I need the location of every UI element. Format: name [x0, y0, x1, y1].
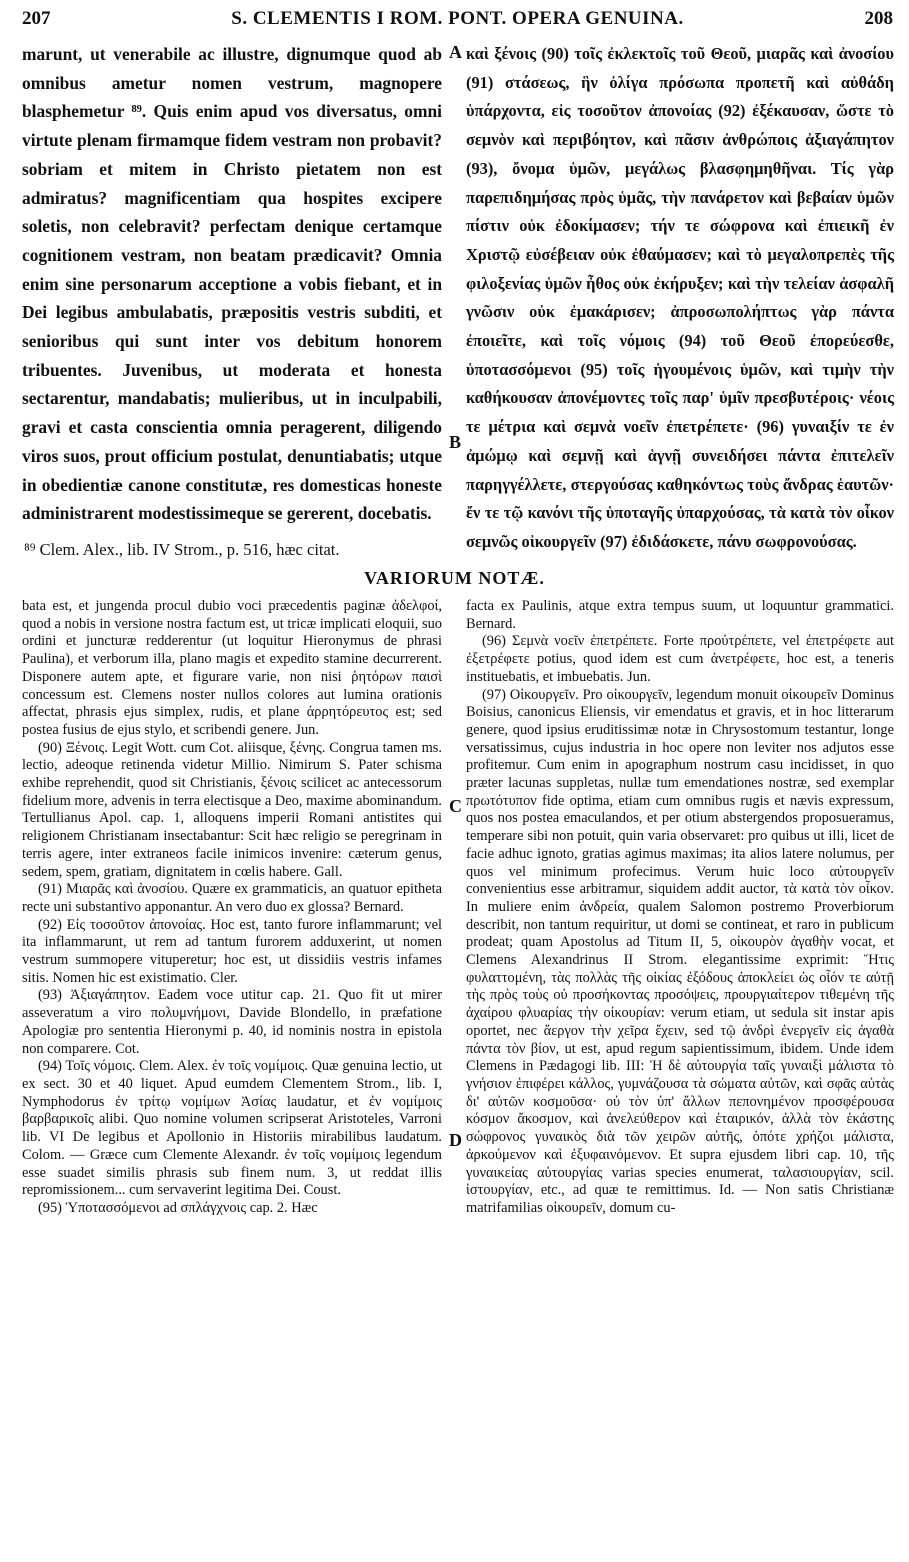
running-header: [22, 6, 893, 36]
greek-text-column: [466, 40, 894, 557]
greek-paragraph: καὶ ξένοις (90) τοῖς ἐκλεκτοῖς τοῦ Θεοῦ, μιαρᾶς καὶ ἀνοσίου (91) στάσεως, ἣν ὀλίγα πρόσωπα προπετῆ καὶ αὐθάδη ὑπάρχοντα, εἰς τοσοῦτον ἀπονοίας (92) ἐξέκαυσαν, ὥστε τὸ σεμνὸν καὶ περιβόητον, καὶ πᾶσιν ἀνθρώποις ἀξιαγάπητον (93), ὄνομα ὑμῶν, μεγάλως βλασφημηθῆναι. Τίς γὰρ παρεπιδημήσας πρὸς ὑμᾶς, τὴν πανάρετον καὶ βεβαίαν ὑμῶν πίστιν οὐκ ἐδοκίμασεν; τήν τε σώφρονα καὶ ἐπιεικῆ ἐν Χριστῷ εὐσέβειαν οὐκ ἐθαύμασεν; καὶ τὸ μεγαλοπρεπὲς τῆς φιλοξενίας ὑμῶν ἦθος οὐκ ἐκήρυξεν; καὶ τὴν τελείαν ἀσφαλῆ γνῶσιν οὐκ ἐμακάρισεν; ἀπροσωπολήπτως γὰρ πάντα ἐποιεῖτε, καὶ τοῖς νόμοις (94) τοῦ Θεοῦ ἐπορεύεσθε, ὑποτασσόμενοι (95) τοῖς ἡγουμένοις ὑμῶν, καὶ τιμὴν τὴν καθήκουσαν ἀπονέμοντες τοῖς παρ' ὑμῖν πρεσβυτέροις· νέοις τε μέτρια καὶ σεμνὰ νοεῖν ἐπετρέπετε· (96) γυναιξίν τε ἐν ἀμώμῳ καὶ σεμνῇ καὶ ἁγνῇ συνειδήσει πάντα ἐπιτελεῖν παρηγγέλλετε, στεργούσας καθηκόντως τοὺς ἄνδρας ἑαυτῶν· ἔν τε τῷ κανόνι τῆς ὑποταγῆς ὑπαρχούσας, τὰ κατὰ τὸν οἶκον σεμνῶς οἰκουργεῖν (97) ἐδιδάσκετε, πάνυ σωφρονούσας.: [466, 44, 894, 551]
running-title: S. CLEMENTIS I ROM. PONT. OPERA GENUINA.: [231, 8, 684, 29]
note-92: (92) Εἰς τοσοῦτον ἀπονοίας. Hoc est, tanto furore inflammarunt; vel ita inflammarunt, ut rem ad tantum furorem adduxerint, ut nomen vestrum summopere vituperetur; hoc est, ut dissidiis vestris infames sitis. Nomen hic est existimatio. Cler.: [22, 916, 442, 986]
note-97: (97) Οἰκουργεῖν. Pro οἰκουργεῖν, legendum monuit οἰκουρεῖν Dominus Boisius, canonicus Eliensis, vir emendatus et gravis, et in hoc litterarum genere, quod ipsius eruditissimæ notæ in Chrysostomum testantur, longe versatissimus, cujus industria in hoc opere non leviter nos adjutos esse profitemur. Cum enim in apographum nostrum casu incidisset, in quo præter lacunas suppletas, nullæ tum emendationes nostræ, sed exemplar πρωτότυπον fide optima, etiam cum omnibus rugis et nævis expressum, quos nos postea emaculandos, et per otium abstergendos proposueramus, temperare sibi non potuit, quin varia observaret: pro quibus ut illi, licet de facie adhuc ignoto, gratias agimus maximas; ita alios latere nolumus, per quos vel minimum profecimus. Verum huic loco αὐτουργεῖν convenientius esse arbitramur, siquidem addit auctor, τὰ κατὰ τὸν οἶκον. In muliere enim ἀνδρεία, qualem Salomon postremo Proverbiorum describit, non tantum requiritur, ut domi se contineat, et raro in publicum prodeat; quam Apostolus ad Titum II, 5, οἰκουρὸν ἀγαθὴν vocat, et Clemens Alexandrinus II Strom. elegantissime exprimit: Ἥτις φυλαττομένη, τὰς πολλὰς τῆς οἰκίας ἐξόδους ἀποκλείει ὡς οἷόν τε αὐτῇ τὴς πρὸς τοὺς οὐ προσήκοντας προσόψεις, προυργιαίτερον τιθεμένη τῆς ἀχαίρου φλυαρίας τὴν οἰκουρίαν: verum etiam, ut sedula sit instar apis oportet, nec ἄεργον τὴν χεῖρα ἔχειν, sed τῷ ἀνδρὶ ἐνεργεῖν εἰς ἀγαθὰ πάντα τὸν βίον, ut est, apud regum sapientissimum, ibidem. Unde idem Clemens in Pædagogi lib. III: Ἡ δὲ αὐτουργία ταῖς γυναιξὶ μάλιστα τὸ γνήσιον ἐπιφέρει κάλλος, γυμνάζουσα τὰ σώματα αὐτῶν, καὶ σφᾶς αὐτὰς δι' αὐτῶν κοσμοῦσα· οὐ τὸν ὑπ' ἄλλων πεπονημένον προσφέρουσα κόσμον ἄκοσμον, καὶ ἀνελεύθερον καὶ ἑταιρικόν, ἀλλὰ τὸν ἑκάστης σώφρονος γυναικὸς διὰ τῶν χειρῶν αὐτῆς, ὁπότε χρήζοι μάλιστα, ἀρκούμενον καὶ ἐξυφαινόμενον. Et supra ejusdem libri cap. 10, τῆς γυναικείας αὐτουργίας varias species enumerat, ταλασιουργίαν, scil. ἱστουργίαν, etc., ad quæ te remittimus. Id. — Non satis Christianæ matrifamilias οἰκουρεῖν, domum cu-: [466, 686, 894, 1216]
note-91: (91) Μιαρᾶς καὶ ἀνοσίου. Quære ex grammaticis, an quatuor epitheta recte uni substantivo apponantur. An vero duo ex glossa? Bernard.: [22, 881, 442, 915]
note-94: (94) Τοῖς νόμοις. Clem. Alex. ἐν τοῖς νομίμοις. Quæ genuina lectio, ut ex sect. 30 et 40 liquet. Apud eumdem Clementem Strom., lib. I, Nymphodorus ἐν τρίτῳ νομίμων Ἀσίας laudatur, et ἐν νομίμοις βαρβαρικοῖς alibi. Quo nomine volumen scripserat Aristoteles, Varroni lib. VI De legibus et Apollonio in Historiis mirabilibus laudatum. Colom. — Græce cum Clemente Alexandr. ἐν τοῖς νομίμοις legendum esse suadet similis phrasis sub finem num. 3, ut reddat illis repromissionem... cum servaverint legitima Dei. Coust.: [22, 1058, 442, 1199]
latin-text-column: [22, 40, 442, 528]
note-paragraph: facta ex Paulinis, atque extra tempus suum, ut loquuntur grammatici. Bernard.: [466, 598, 894, 632]
note-90: (90) Ξένοις. Legit Wott. cum Cot. aliisque, ξένης. Congrua tamen ms. lectio, adeoque retinenda videtur Millio. Nimirum S. Pater schisma exhibe reprehendit, quod sit Christianis, ξένοις scilicet ac antecessorum fidelium more, advenis in terra electisque a Deo, maxime abominandum. Tertullianus Apol. cap. 1, alloquens imperii Romani antistites qui religionem Christianam insectabantur: Scit hæc religio se peregrinam in terris agere, inter extraneos facile inimicos invenire: cæterum genus, sedem, spem, gratiam, dignitatem in cœlis habere. Gall.: [22, 739, 442, 880]
margin-mark-d: D: [449, 1130, 462, 1150]
margin-mark-c: C: [449, 796, 462, 816]
note-95: (95) Ὑποτασσόμενοι ad σπλάγχνοις cap. 2. Hæc: [38, 1199, 318, 1216]
page-number-left: 207: [22, 8, 51, 29]
notes-left-column: [22, 598, 442, 1218]
margin-mark-a: A: [449, 42, 462, 62]
note-93: (93) Ἀξιαγάπητον. Eadem voce utitur cap. 21. Quo fit ut mirer asseveratum a viro πολυμνήμονι, Davide Blondello, in præfatione Apologiæ pro sententia Hieronymi p. 40, id nominis nostra in epistola non comparere. Cot.: [22, 987, 442, 1057]
notes-right-column: [466, 598, 894, 1218]
margin-mark-b: B: [449, 432, 462, 452]
latin-paragraph: marunt, ut venerabile ac illustre, dignumque quod ab omnibus ametur nomen vestrum, magnopere blasphemetur ⁸⁹. Quis enim apud vos diversatus, omni virtute plenam firmamque fidem vestram non probavit? sobriam et mitem in Christo pietatem non est admiratus? magnificentiam qua hospites excipere soletis, non celebravit? perfectam denique certamque cognitionem vestram, non beatam prædicavit? Omnia enim sine personarum acceptione a vobis fiebant, et in Dei legibus ambulabatis, præpositis vestris subditi, et senioribus qui sunt inter vos debitum honorem tribuentes. Juvenibus, ut moderata et honesta sectarentur, mandabatis; mulieribus, ut in inculpabili, gravi et casta conscientia omnia peragerent, diligendo viros suos, prout officium postulat, denuntiabatis; utque in obedientiæ canone constitutæ, res domesticas honeste administrarent modestissimeque se gererent, docebatis.: [22, 44, 442, 524]
page-number-right: 208: [864, 8, 893, 29]
notes-heading: VARIORUM NOTÆ.: [364, 568, 545, 588]
note-paragraph: bata est, et jungenda procul dubio voci præcedentis paginæ ἀδελφοί, quod a nobis in versione nostra factum est, ut tricæ implicati eloquii, suo ordini et juncturæ redderentur (ut loquitur Hieronymus de phrasi Paulina), et verborum illa, plano magis et expedito stamine decurrerent. Disponere autem apte, et figurare varie, non nisi ῥητόρων παισὶ concessum est. Clemens noster nullos colores aut lumina orationis affectat, phrasis ejus simplex, rudis, et plane ἀρρητόρευτος est; sed postea fusius de ejus stylo, et scribendi genere. Jun.: [22, 598, 442, 738]
footnote: [24, 540, 444, 560]
footnote-text: ⁸⁹ Clem. Alex., lib. IV Strom., p. 516, hæc citat.: [24, 540, 340, 559]
note-96: (96) Σεμνὰ νοεῖν ἐπετρέπετε. Forte προὐτρέπετε, vel ἐπετρέφετε aut ἐξετρέφετε potius, quod idem est cum ἀνετρέφετε, hoc est, a teneris instituebatis, et imbuebatis. Jun.: [466, 633, 894, 685]
